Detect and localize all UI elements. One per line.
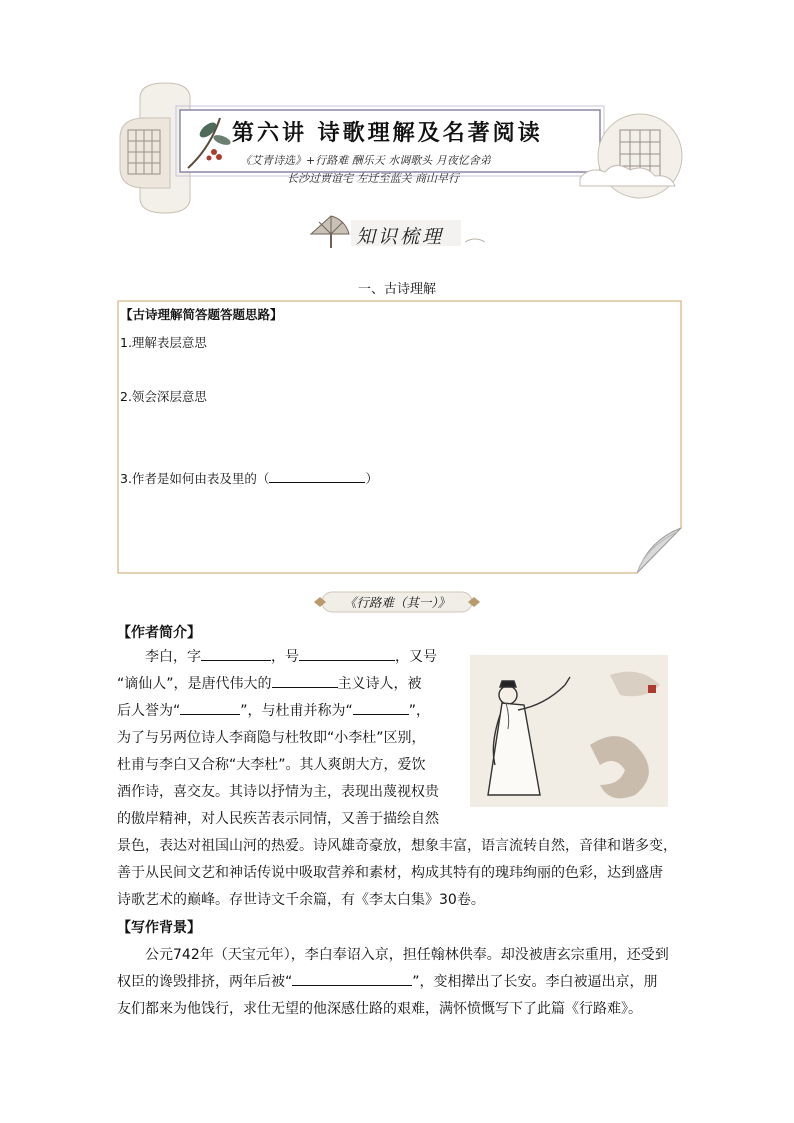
li-bai-portrait-image (470, 655, 668, 807)
page-title: 第六讲 诗歌理解及名著阅读 (232, 120, 543, 146)
author-line-4: 为了与另两位诗人李商隐与杜牧即“小李杜”区别， (117, 730, 426, 746)
box-item-3-suffix: ） (365, 471, 378, 486)
knowledge-badge-label: 知识梳理 (356, 226, 445, 248)
box-item-3 (120, 469, 378, 487)
author-line-6: 酒作诗，喜交友。其诗以抒情为主，表现出蔑视权贵 (117, 784, 439, 800)
text-segment: ”，与杜甫并称为“ (240, 703, 353, 719)
page-subtitle-line1: 《艾青诗选》+行路难 酬乐天 水调歌头 月夜忆舍弟 (240, 154, 491, 167)
text-segment: ”， (408, 703, 431, 719)
text-segment: ，号 (271, 649, 299, 665)
text-segment: “谪仙人”，是唐代伟大的 (117, 676, 272, 692)
background-line-3: 友们都来为他饯行，求仕无望的他深感仕路的艰难，满怀愤慨写下了此篇《行路难》。 (117, 1001, 642, 1017)
author-heading: 【作者简介】 (117, 625, 201, 641)
blank-line[interactable] (272, 673, 338, 688)
author-line-3 (117, 698, 430, 725)
blank-line[interactable] (292, 971, 412, 986)
text-segment: ，又号 (395, 649, 437, 665)
author-line-5: 杜甫与李白又合称“大李杜”。其人爽朗大方，爱饮 (117, 757, 426, 773)
blank-line[interactable] (299, 646, 395, 661)
fan-icon (311, 216, 349, 248)
text-segment: 权臣的谗毁排挤，两年后被“ (117, 974, 293, 990)
poem-title: 《行路难（其一）》 (343, 595, 451, 610)
blank-line[interactable] (201, 646, 271, 661)
background-line-1: 公元742年（天宝元年），李白奉诏入京，担任翰林供奉。却没被唐玄宗重用，还受到 (145, 947, 669, 963)
author-line-9: 善于从民间文艺和神话传说中吸取营养和素材，构成其特有的瑰玮绚丽的色彩，达到盛唐 (117, 865, 663, 881)
blank-line[interactable] (180, 700, 240, 715)
background-heading: 【写作背景】 (117, 920, 201, 936)
box-item-1: 1.理解表层意思 (120, 335, 207, 350)
box-item-2: 2.领会深层意思 (120, 389, 207, 404)
text-segment: 后人誉为“ (117, 703, 181, 719)
background-line-2 (117, 969, 658, 996)
page-subtitle-line2: 长沙过贾谊宅 左迁至蓝关 商山早行 (287, 172, 459, 185)
section-heading: 一、古诗理解 (357, 282, 436, 297)
blank-line[interactable] (269, 469, 365, 483)
blank-line[interactable] (353, 700, 409, 715)
text-segment: ”，变相撵出了长安。李白被逼出京，朋 (412, 974, 658, 990)
author-line-2 (117, 671, 422, 698)
box-item-3-prefix: 3.作者是如何由表及里的（ (120, 471, 270, 486)
author-line-1 (117, 644, 437, 671)
box-title: 【古诗理解简答题答题思路】 (120, 307, 283, 322)
author-line-10: 诗歌艺术的巅峰。存世诗文千余篇，有《李太白集》30卷。 (117, 892, 485, 908)
text-segment: 李白，字 (145, 649, 201, 665)
text-segment: 主义诗人，被 (337, 676, 422, 692)
header-banner (110, 78, 690, 218)
author-line-7: 的傲岸精神，对人民疾苦表示同情，又善于描绘自然 (117, 811, 439, 827)
author-line-8: 景色，表达对祖国山河的热爱。诗风雄奇豪放，想象丰富，语言流转自然，音律和谐多变， (117, 838, 677, 854)
